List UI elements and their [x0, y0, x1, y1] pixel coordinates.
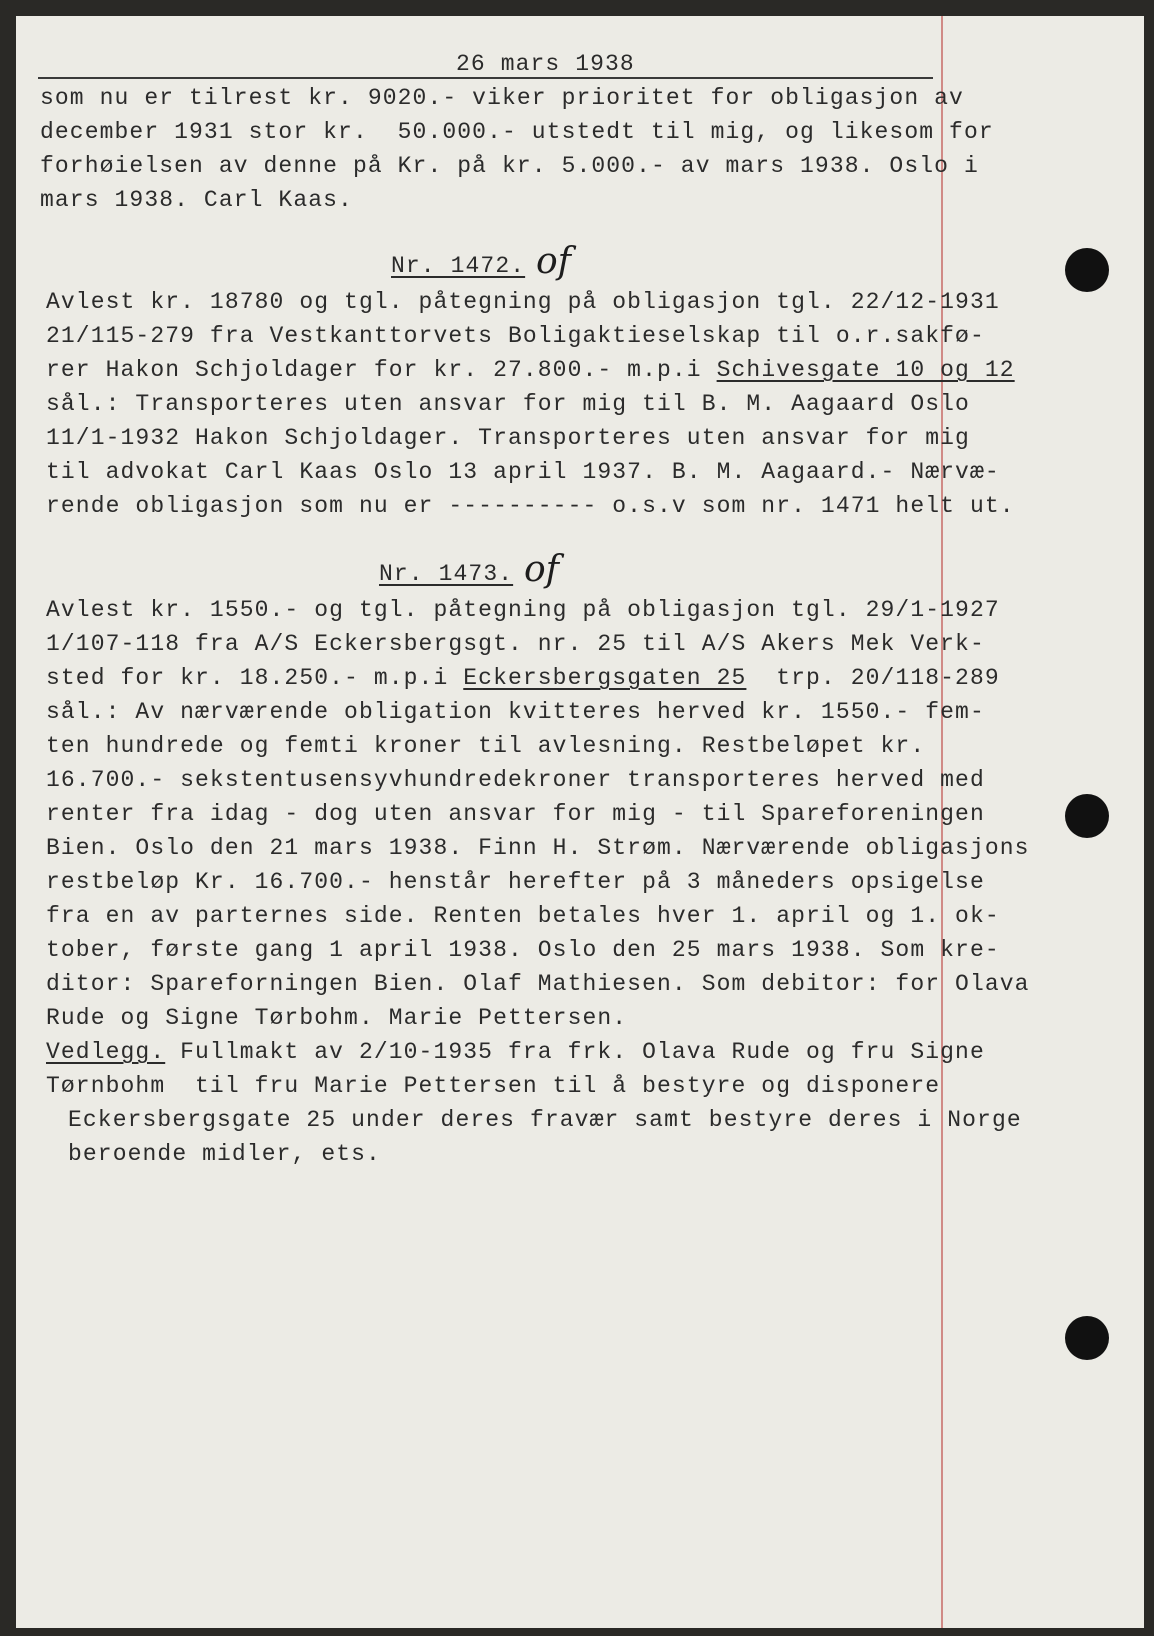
text-segment: rer Hakon Schjoldager for kr. 27.800.- m.p.i	[46, 357, 717, 383]
text-line: 11/1-1932 Hakon Schjoldager. Transporteres uten ansvar for mig	[46, 425, 970, 451]
handwritten-mark: of	[524, 549, 559, 590]
text-line: forhøielsen av denne på Kr. på kr. 5.000.- av mars 1938. Oslo i	[40, 153, 979, 179]
text-line: Avlest kr. 18780 og tgl. påtegning på obligasjon tgl. 22/12-1931	[46, 289, 1000, 315]
text-line: Tørnbohm til fru Marie Pettersen til å bestyre og disponere	[46, 1073, 941, 1099]
text-line: Bien. Oslo den 21 mars 1938. Finn H. Strøm. Nærværende obligasjons	[46, 835, 1030, 861]
punch-hole	[1065, 794, 1109, 838]
text-line: som nu er tilrest kr. 9020.- viker prioritet for obligasjon av	[40, 85, 964, 111]
text-line	[46, 1038, 985, 1066]
entry-heading: Nr. 1473.	[379, 561, 514, 587]
text-line: Rude og Signe Tørbohm. Marie Pettersen.	[46, 1005, 628, 1031]
text-line: Avlest kr. 1550.- og tgl. påtegning på obligasjon tgl. 29/1-1927	[46, 597, 1000, 623]
handwritten-mark: of	[536, 241, 571, 282]
attachment-label: Vedlegg.	[46, 1039, 166, 1065]
punch-hole	[1065, 248, 1109, 292]
text-line: sål.: Transporteres uten ansvar for mig til B. M. Aagaard Oslo	[46, 391, 970, 417]
text-line: sål.: Av nærværende obligation kvitteres herved kr. 1550.- fem-	[46, 699, 985, 725]
text-segment: sted for kr. 18.250.- m.p.i	[46, 665, 464, 691]
text-line: mars 1938. Carl Kaas.	[40, 187, 353, 213]
property-address: Eckersbergsgaten 25	[463, 665, 747, 691]
text-line: ditor: Spareforningen Bien. Olaf Mathiesen. Som debitor: for Olava	[46, 971, 1030, 997]
text-line: til advokat Carl Kaas Oslo 13 april 1937. B. M. Aagaard.- Nærvæ-	[46, 459, 1000, 485]
text-line: 21/115-279 fra Vestkanttorvets Boligaktieselskap til o.r.sakfø-	[46, 323, 985, 349]
text-line: 16.700.- sekstentusensyvhundredekroner transporteres herved med	[46, 767, 985, 793]
text-line: tober, første gang 1 april 1938. Oslo den 25 mars 1938. Som kre-	[46, 937, 1000, 963]
text-segment: trp. 20/118-289	[746, 665, 1000, 691]
text-line: Eckersbergsgate 25 under deres fravær samt bestyre deres i Norge	[68, 1107, 1022, 1133]
text-line: 1/107-118 fra A/S Eckersbergsgt. nr. 25 til A/S Akers Mek Verk-	[46, 631, 985, 657]
entry-heading: Nr. 1472.	[391, 253, 526, 279]
text-line: renter fra idag - dog uten ansvar for mig - til Spareforeningen	[46, 801, 985, 827]
punch-hole	[1065, 1316, 1109, 1360]
text-line: ten hundrede og femti kroner til avlesning. Restbeløpet kr.	[46, 733, 926, 759]
text-line: december 1931 stor kr. 50.000.- utstedt til mig, og likesom for	[40, 119, 994, 145]
text-line: rende obligasjon som nu er ---------- o.s.v som nr. 1471 helt ut.	[46, 493, 1015, 519]
document-page	[16, 16, 1144, 1628]
text-line: beroende midler, ets.	[68, 1141, 381, 1167]
text-line	[46, 356, 1015, 384]
text-line	[46, 664, 1000, 692]
text-segment: Fullmakt av 2/10-1935 fra frk. Olava Rude og fru Signe	[165, 1039, 985, 1065]
text-line: fra en av parternes side. Renten betales hver 1. april og 1. ok-	[46, 903, 1000, 929]
page-date: 26 mars 1938	[456, 51, 635, 77]
property-address: Schivesgate 10 og 12	[716, 357, 1015, 383]
text-line: restbeløp Kr. 16.700.- henstår herefter på 3 måneders opsigelse	[46, 869, 985, 895]
